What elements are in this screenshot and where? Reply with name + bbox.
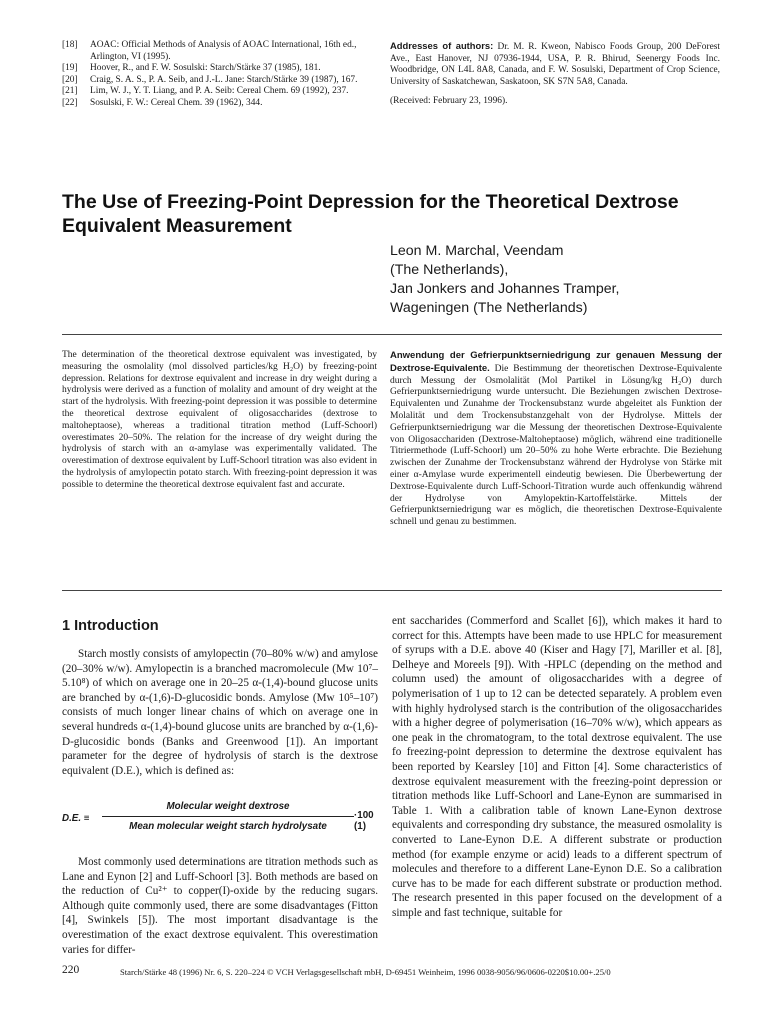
page-number: 220: [62, 964, 80, 976]
intro-paragraph: ent saccharides (Commerford and Scallet [6]), which makes it hard to correct for this. Attempts have been made to use HPLC for measurement of syrups with a D.E. above 40 (Kiser and Hagy [7], Mariller et al. [8], Delheye and Moreels [9]). With -HPLC (depending on the method and column used) the amount of oligosaccharides with a degree of polymerisation of 1 up to 12 can be detected separately. A problem even with highly hydrolysed starch is the contribution of the oligosaccharides with a higher degree of polymerisation (16–70% w/w), which appears as one peak in the chromatogram, to the total dextrose equivalent. The use fo freezing-point depression to determine the dextrose equivalent has been reported by Kearsley [10] and Fitton [4]. Some characteristics of dextrose equivalent measurement with the freezing-point depression or titration methods like Luff-Schoorl and Lane-Eynon are summarised in Table 1. With a calibration table of known Lane-Eynon dextrose equivalents and corresponding dry substance, the measured osmolality is converted to Lane-Eynon D.E. A different substrate or production method (for example enzyme or acid) leads to a different spectrum of molecules and therefore to a different Lane-Eynon D.E. So a calibration curve has to be made for each different substrate or production method. The research presented in this paper focused on the development of a simple and fast technique, suitable for: [392, 615, 722, 919]
reference-text: AOAC: Official Methods of Analysis of AOAC International, 16th ed., Arlington, VI (1995).: [90, 40, 357, 62]
reference-number: [18]: [62, 40, 78, 50]
intro-paragraph: Starch mostly consists of amylopectin (70–80% w/w) and amylose (20–30% w/w). Amylopectin is a branched macromolecule (Mw 10⁷–5.10⁸) of which on average one in 20–25 α-(1,4)-bound glucose units are branched by α-(1,6)-D-glucosidic bonds. Amylose (Mw 10⁵–10⁷) consists of much longer linear chains of which on average one in several hundreds α-(1,4)-bound glucose units are branched by α-(1,6)-D-glucosidic bonds (Banks and Greenwood [1]). An important parameter for the degree of hydrolysis of starch is the dextrose equivalent (D.E.), which is defined as:: [62, 648, 378, 777]
author-line: Wageningen (The Netherlands): [390, 300, 588, 316]
equation-numerator: Molecular weight dextrose: [166, 801, 290, 812]
reference-text: Craig, S. A. S., P. A. Seib, and J.-L. Jane: Starch/Stärke 39 (1987), 167.: [90, 74, 358, 85]
reference-item: [62, 63, 380, 75]
reference-item: [62, 40, 380, 63]
abstract-german-title: Anwendung der Gefrierpunktserniedrigung zur genauen Messung der Dextrose-Equivalente.: [390, 350, 722, 374]
reference-number: [19]: [62, 63, 78, 74]
header-divider: [62, 334, 722, 335]
reference-number: [21]: [62, 86, 78, 97]
reference-number: [22]: [62, 97, 78, 108]
journal-citation: Starch/Stärke 48 (1996) Nr. 6, S. 220–224 © VCH Verlagsgesellschaft mbH, D-69451 Weinheim, 1996 0038-9056/96/0606-0220$10.00+.25/0: [120, 967, 611, 977]
reference-item: [62, 98, 380, 110]
reference-text: Sosulski, F. W.: Cereal Chem. 39 (1962), 344.: [90, 97, 263, 108]
addresses-text: Dr. M. R. Kweon, Nabisco Foods Group, 200 DeForest Ave., East Hanover, NJ 07936-1944, USA, P. R. Bhirud, Seenergy Foods Inc. Woodbridge, ON L4L 8A8, Canada, and F. W. Sosulski, Department of Crop Science, University of Saskatchewan, Saskatoon, SK S7N 5A8, Canada.: [390, 42, 720, 87]
equation-lhs: D.E. ≡: [62, 813, 90, 824]
author-line: Leon M. Marchal, Veendam: [390, 243, 564, 259]
section-heading: 1 Introduction: [62, 618, 159, 634]
reference-text: Hoover, R., and F. W. Sosulski: Starch/Stärke 37 (1985), 181.: [90, 63, 321, 74]
author-addresses: [390, 40, 720, 108]
abstract-german: [390, 350, 722, 529]
reference-item: [62, 86, 380, 98]
author-line: Jan Jonkers and Johannes Tramper,: [390, 281, 620, 297]
reference-text: Lim, W. J., Y. T. Liang, and P. A. Seib: Cereal Chem. 69 (1992), 237.: [90, 86, 349, 97]
author-block: [390, 242, 730, 318]
reference-list: [62, 40, 380, 110]
equation-1: [62, 800, 378, 840]
received-date: (Received: February 23, 1996).: [390, 96, 508, 107]
equation-rhs: ·100 (1): [354, 810, 374, 832]
reference-number: [20]: [62, 74, 78, 85]
author-line: (The Netherlands),: [390, 262, 509, 278]
reference-item: [62, 75, 380, 87]
intro-paragraph: Most commonly used determinations are titration methods such as Lane and Eynon [2] and Luff-Schoorl [3]. Both methods are based on the reduction of Cu²⁺ to copper(I)-oxide by the reducing sugars. Although quite commonly used, there are some disadvantages (Fitton [4], Swinkels [5]). The most important disadvantage is the overestimation of the exact dextrose equivalent. This overestimation varies for differ-: [62, 856, 378, 956]
fraction-bar: [102, 816, 354, 817]
addresses-label: Addresses of authors:: [390, 40, 494, 51]
article-title: The Use of Freezing-Point Depression for the Theoretical Dextrose Equivalent Measurement: [62, 191, 679, 237]
abstract-english: The determination of the theoretical dextrose equivalent was investigated, by measuring the osmolality (mol dissolved particles/kg H₂O) by freezing-point depression. Relations for dextrose equivalent and increase in dry weight during a hydrolysis were derived as a function of molality and amount of dry weight at the start of the hydrolysis. With freezing-point depression it was possible to determine the theoretical dextrose equivalent of oligosaccharides (dextrose to maltoheptaose), whereas a traditional titration method (Luff-Schoorl) overestimates 20–50%. The relation for the increase of dry weight during the hydrolysis of starch with an α-amylase was experimentally validated. The overestimation of dextrose equivalent by Luff-Schoorl titration was also evident in the hydrolysis of amylopectin potato starch. With freezing-point depression it was possible to determine the theoretical dextrose equivalent fast and accurate.: [62, 350, 377, 490]
abstract-divider: [62, 590, 722, 591]
abstract-german-text: Die Bestimmung der theoretischen Dextrose-Equivalente durch Messung der Osmolalität (Mol Partikel in Lösung/kg H₂O) durch Gefrierpunktserniedrigung wurde untersucht. Die Beziehungen zwischen Dextrose-Equivalenten und Zunahme der Trockensubstanz wurde abgeleitet als Funktion der Molalität und dem Trockensubstanzgehalt von der Hydrolyse. Mittels der Gefrierpunktserniedrigung war die Messung der theoretischen Dextrose-Equivalente von Oligosacchariden (Dextrose-Maltoheptaose) möglich, während eine traditionelle Titriermethode (Luff-Schoorl) um 20–50% zu hohe Werte erbrachte. Die Beziehung zwischen der Zunahme der Trockensubstanz während der Hydrolyse von Stärke mit einer α-Amylase wurde experimentell eindeutig bewiesen. Die Überbewertung der Dextrose-Equivalente durch Luff-Schoorl-Titration wurde auch offenkundig während der Hydrolyse von Amylopektin-Kartoffelstärke. Mittels der Gefrierpunktserniedrigung war es möglich, die theoretischen Dextrose-Equivalente schnell und genau zu bestimmen.: [390, 363, 722, 528]
equation-denominator: Mean molecular weight starch hydrolysate: [129, 821, 327, 832]
